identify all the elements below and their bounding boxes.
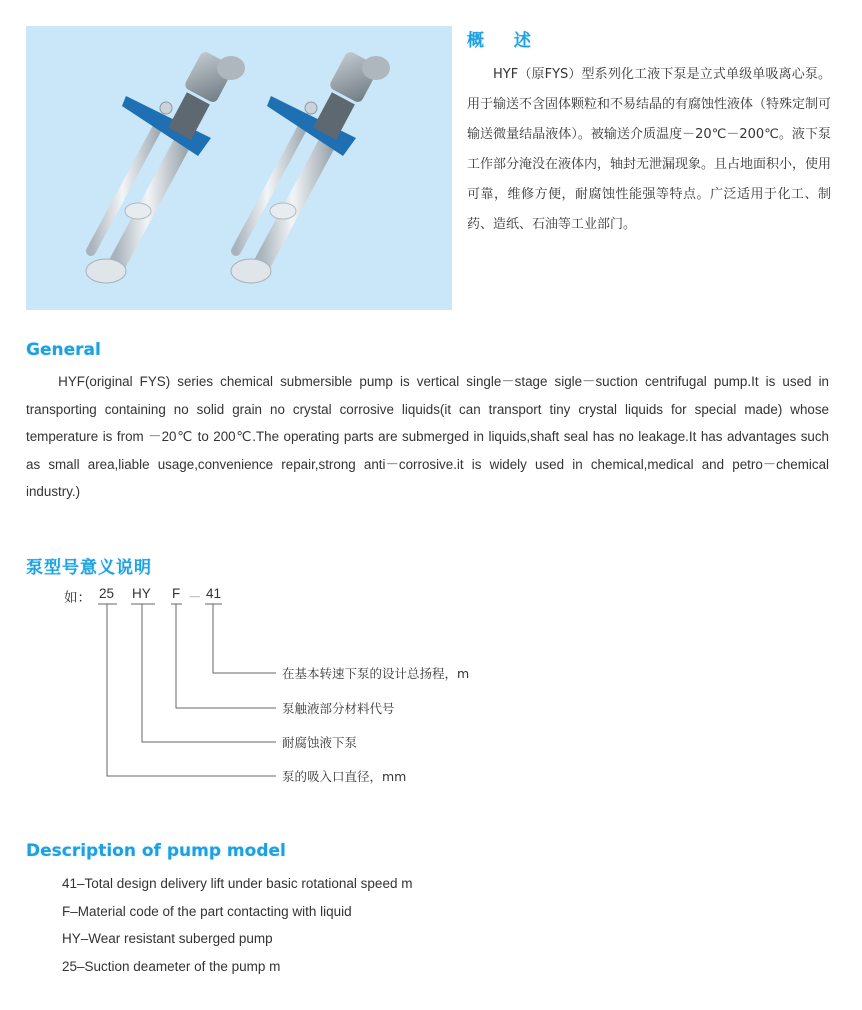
description-item: HY–Wear resistant suberged pump — [62, 931, 273, 947]
model-part-f: F — [172, 586, 181, 601]
overview-paragraph: HYF（原FYS）型系列化工液下泵是立式单级单吸离心泵。用于输送不含固体颗粒和不易结晶的有腐蚀性液体（特殊定制可输送微量结晶液体）。被输送介质温度－20℃－200℃。液下泵工作部分淹没在液体内，轴封无泄漏现象。且占地面积小，使用可靠，维修方便，耐腐蚀性能强等特点。广泛适用于化工、制药、造纸、石油等工业部门。 — [467, 67, 832, 232]
overview-heading: 概 述 — [467, 31, 543, 51]
description-item: 41–Total design delivery lift under basic rotational speed m — [62, 876, 413, 891]
description-item: F–Material code of the part contacting with liquid — [62, 903, 352, 919]
leader-25 — [107, 604, 276, 776]
description-item: 25–Suction deameter of the pump m — [62, 958, 281, 974]
description-list — [62, 870, 412, 980]
leader-41 — [213, 604, 276, 673]
general-paragraph: HYF(original FYS) series chemical submersible pump is vertical single－stage sigle－suction centrifugal pump.It is used in transporting containing no solid grain no crystal corrosive liquids(it can transport tiny crystal liquids for special made) whose temperature is from －20℃ to 200℃.The operating parts are submerged in liquids,shaft seal has no leakage.It has advantages such as small area,liable usage,convenience repair,strong anti－corrosive.it is widely used in chemical,medical and petro－chemical industry.) — [26, 374, 829, 499]
model-part-dash: － — [188, 590, 202, 605]
model-part-41: 41 — [206, 586, 222, 601]
description-heading: Description of pump model — [26, 841, 286, 861]
legend-item-hy: 耐腐蚀液下泵 — [282, 735, 358, 750]
legend-item-41: 在基本转速下泵的设计总扬程，m — [282, 666, 470, 681]
legend-item-25: 泵的吸入口直径，mm — [282, 769, 407, 784]
general-heading: General — [26, 340, 101, 360]
model-meaning-heading: 泵型号意义说明 — [26, 558, 152, 578]
legend-item-f: 泵触液部分材料代号 — [282, 701, 395, 716]
model-part-25: 25 — [99, 586, 115, 601]
leader-f — [176, 604, 276, 708]
model-example-prefix: 如： — [64, 590, 91, 606]
model-part-hy: HY — [132, 586, 151, 601]
